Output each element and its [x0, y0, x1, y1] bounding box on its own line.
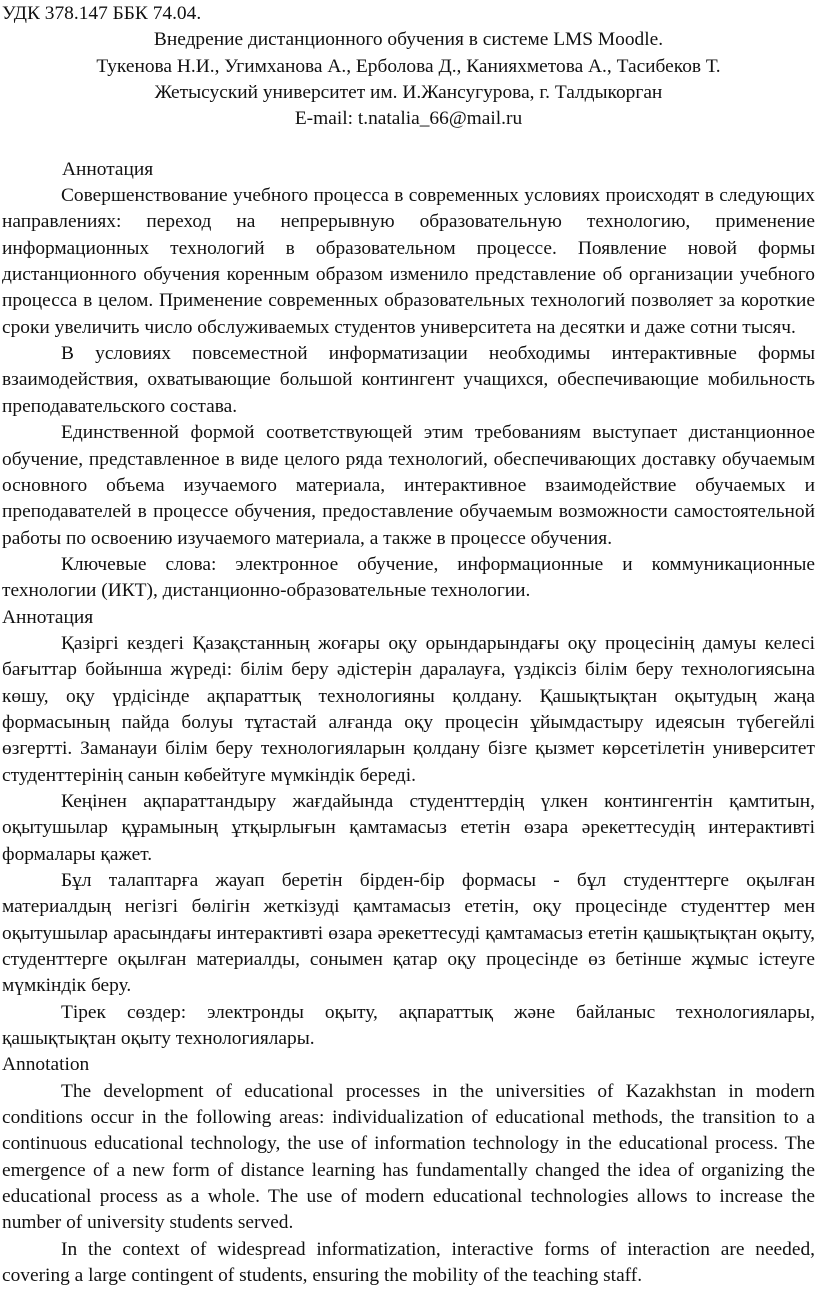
english-annotation-heading: Annotation	[2, 1054, 90, 1076]
english-paragraph-1: The development of educational processes in the universities of Kazakhstan in modern conditions occur in the following areas: individualization of educational methods, the transition to a continuous educational technology, the use of information technology in the educational process. The emergence of a new form of distance learning has fundamentally changed the idea of organizing the educational process as a whole. The use of modern educational technologies allows to increase the number of university students served.	[2, 1080, 815, 1234]
kazakh-keywords: Тірек сөздер: электронды оқыту, ақпараттық және байланыс технологиялары, қашықтықтан оқыту технологиялары.	[2, 1001, 815, 1050]
kazakh-annotation-heading: Аннотация	[2, 606, 94, 628]
udk-line: УДК 378.147 ББК 74.04.	[2, 3, 202, 24]
affiliation: Жетысуский университет им. И.Жансугурова, г. Талдыкорган	[154, 82, 663, 104]
russian-paragraph-3: Единственной формой соответствующей этим требованиям выступает дистанционное обучение, представленное в виде целого ряда технологий, обеспечивающих доставку обучаемым основного объема изучаемого материала, интерактивное взаимодействие обучаемых и преподавателей в процессе обучения, предоставление обучаемым возможности самостоятельной работы по освоению изучаемого материала, а также в процессе обучения.	[2, 422, 815, 549]
kazakh-paragraph-2: Кеңінен ақпараттандыру жағдайында студенттердің үлкен контингентін қамтитын, оқытушылар құрамының ұтқырлығын қамтамасыз ететін өзара әрекеттесудің интерактивті формалары қажет.	[2, 790, 815, 865]
russian-keywords: Ключевые слова: электронное обучение, информационные и коммуникационные технологии (ИКТ), дистанционно-образовательные технологии.	[2, 553, 815, 602]
russian-paragraph-2: В условиях повсеместной информатизации необходимы интерактивные формы взаимодействия, охватывающие большой контингент учащихся, обеспечивающие мобильность преподавательского состава.	[2, 343, 815, 417]
kazakh-paragraph-3: Бұл талаптарға жауап беретін бірден-бір формасы - бұл студенттерге оқылған материалдың негізгі бөлігін жеткізуді қамтамасыз ететін, оқу процесінде студенттер мен оқытушылар арасындағы интерактивті өзара әрекеттесуді қамтамасыз ететін қашықтықтан оқыту, студенттерге оқылған материалды, сонымен қатар оқу процесінде өз бетінше жұмыс істеуге мүмкіндік беру.	[2, 870, 815, 997]
author-list: Тукенова Н.И., Угимханова А., Ерболова Д., Канияхметова А., Тасибеков Т.	[96, 55, 721, 77]
email-line: E-mail: t.natalia_66@mail.ru	[294, 108, 523, 130]
english-paragraph-2: In the context of widespread informatization, interactive forms of interaction are needed, covering a large contingent of students, ensuring the mobility of the teaching staff.	[2, 1238, 815, 1287]
russian-annotation-heading: Аннотация	[62, 158, 154, 180]
kazakh-paragraph-1: Қазіргі кездегі Қазақстанның жоғары оқу орындарындағы оқу процесінің дамуы келесі бағыттар бойынша жүреді: білім беру әдістерін даралауға, үздіксіз білім беру технологиясына көшу, оқу үрдісінде ақпараттық технологияны қолдану. Қашықтықтан оқытудың жаңа формасының пайда болуы тұтастай алғанда оқу процесін ұйымдастыру идеясын түбегейлі өзгертті. Заманауи білім беру технологияларын қолдану бізге қызмет көрсетілетін университет студенттерінің санын көбейтуге мүмкіндік береді.	[2, 632, 815, 786]
spacer	[2, 133, 815, 157]
article-title: Внедрение дистанционного обучения в системе LMS Moodle.	[153, 29, 664, 51]
russian-paragraph-1: Совершенствование учебного процесса в современных условиях происходят в следующих направлениях: переход на непрерывную образовательную технологию, применение информационных технологий в образовательном процессе. Появление новой формы дистанционного обучения коренным образом изменило представление об организации учебного процесса в целом. Применение современных образовательных технологий позволяет за короткие сроки увеличить число обслуживаемых студентов университета на десятки и даже сотни тысяч.	[2, 185, 815, 338]
